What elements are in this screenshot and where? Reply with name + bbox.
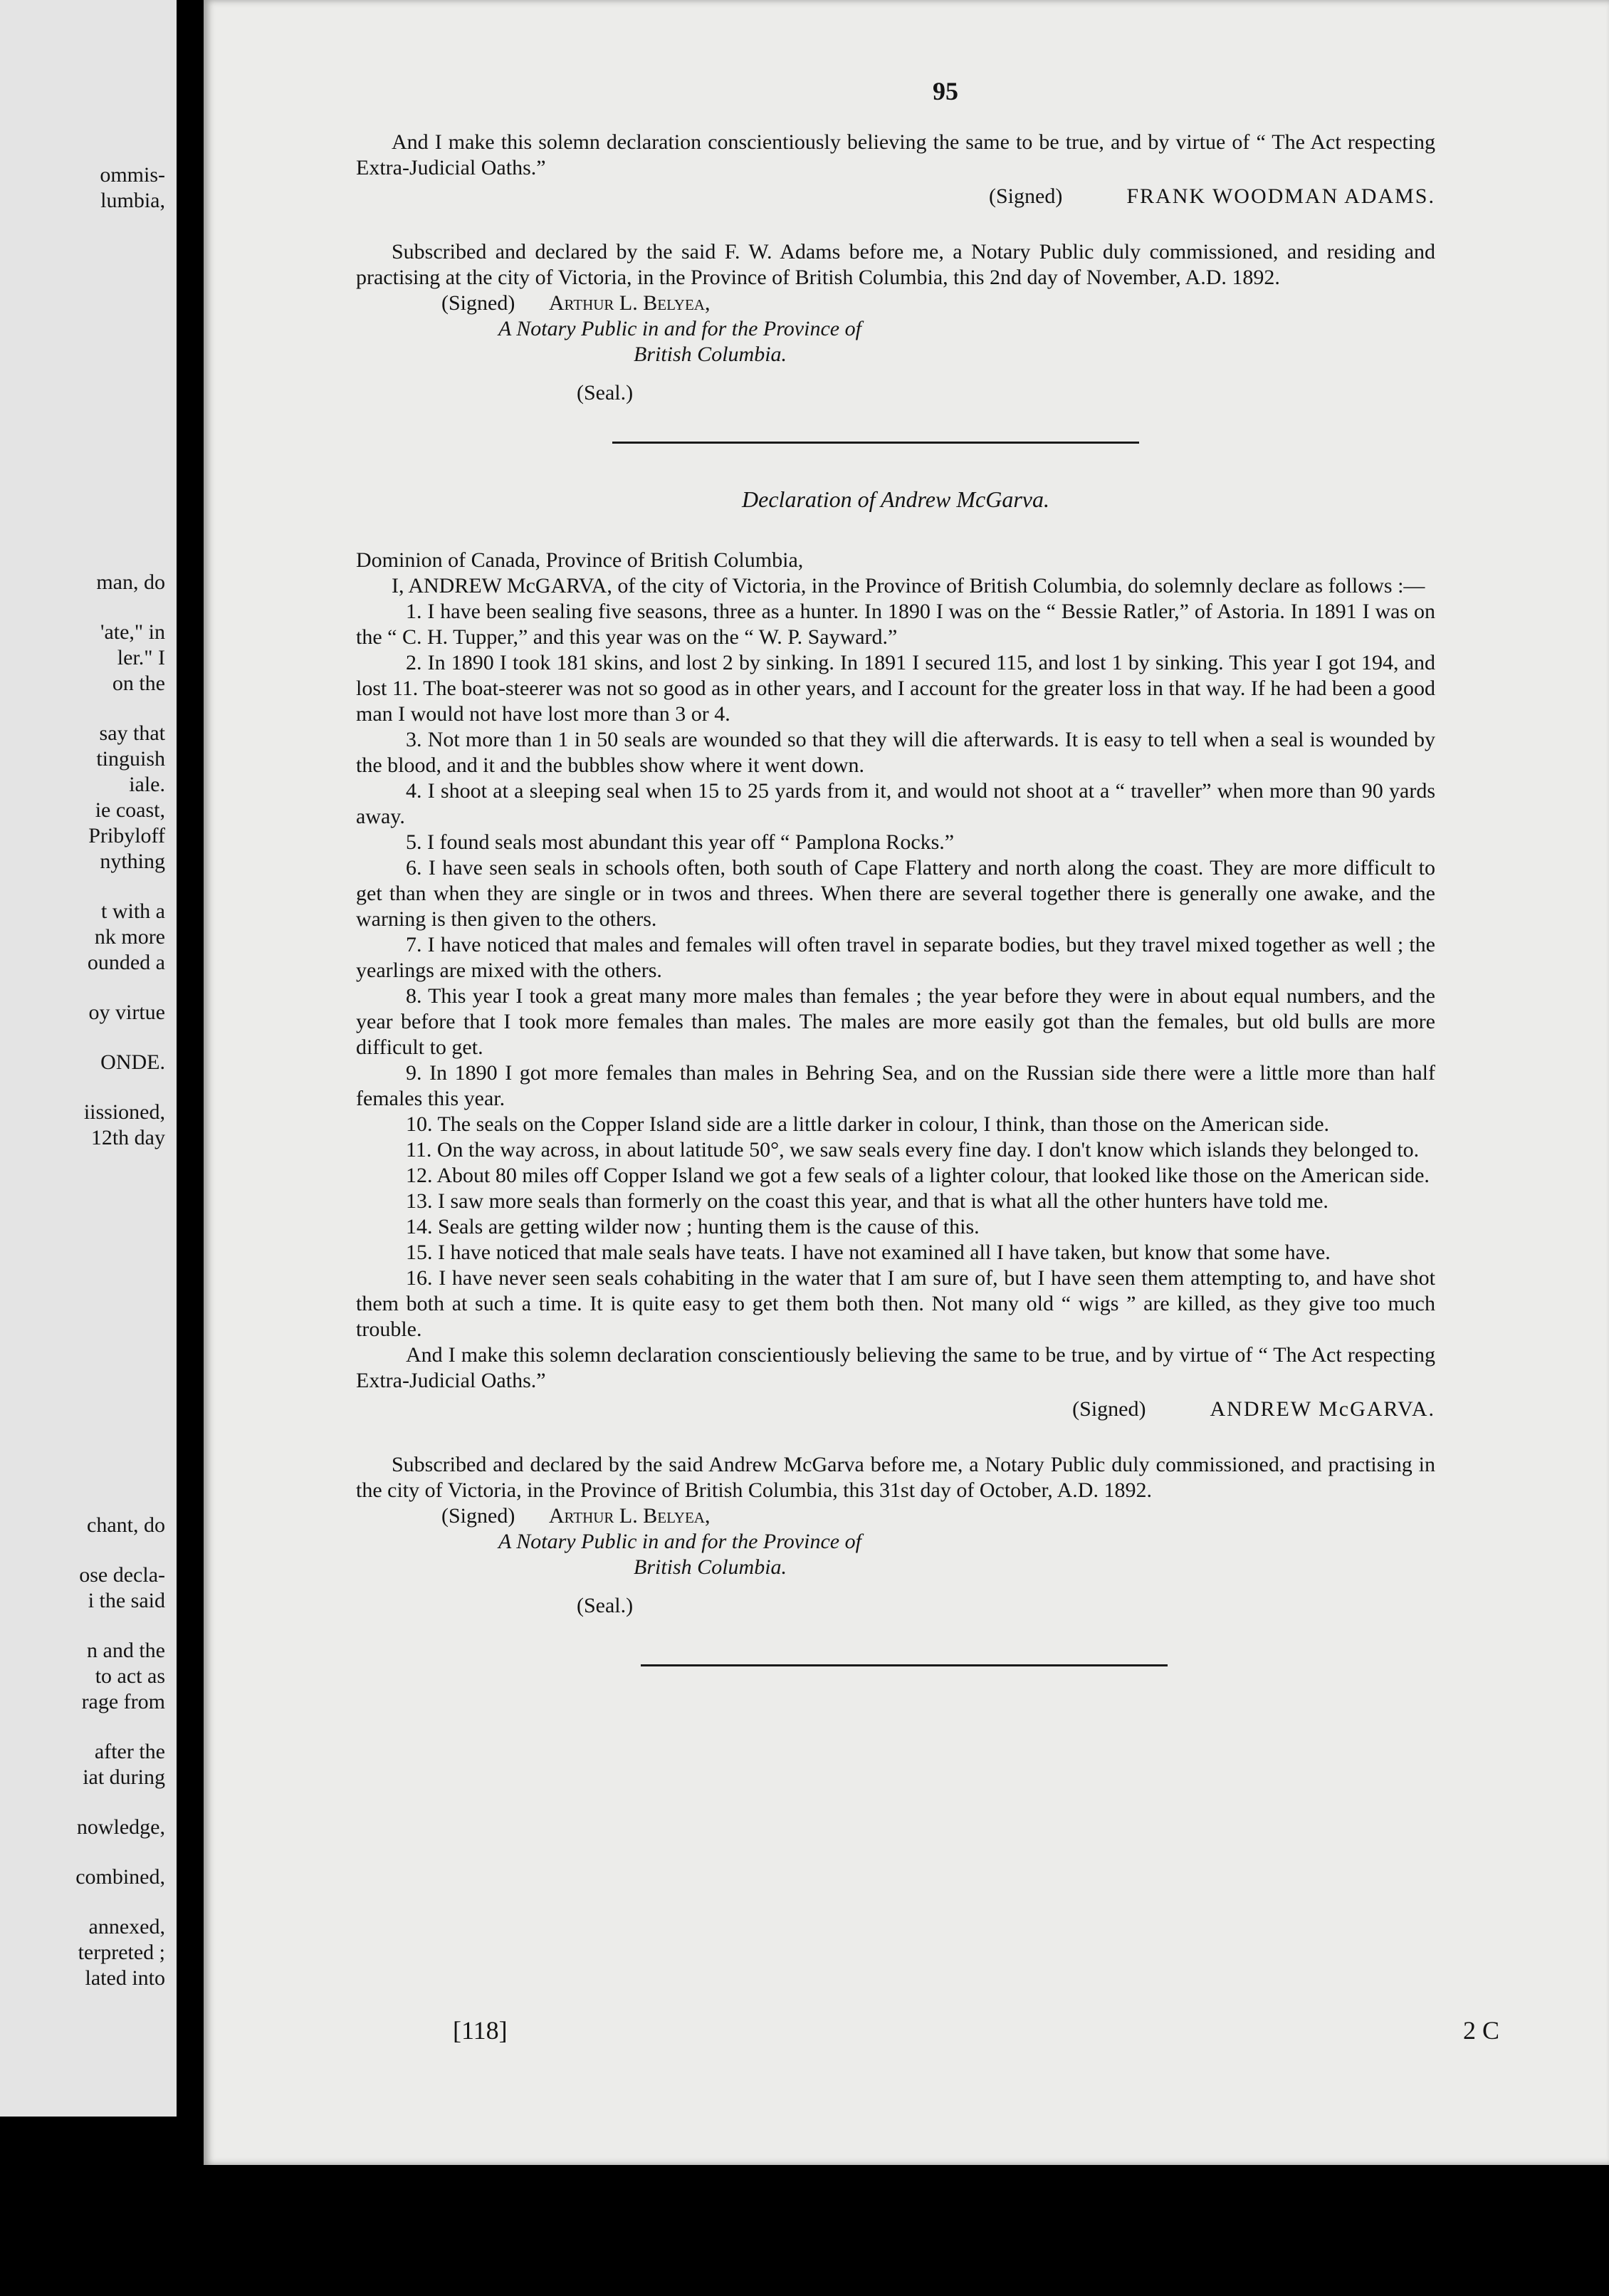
section-divider — [641, 1664, 1168, 1666]
facing-page-text: 'ate," in — [100, 620, 165, 644]
declaration-item: 11. On the way across, in about latitude 50°, we saw seals every fine day. I don't know which islands they belonged to. — [406, 1138, 1420, 1162]
declaration-item: 8. This year I took a great many more males than females ; the year before they were in about equal numbers, and the year before that I took more females than males. The males are more easily got than the females, but old bulls are more difficult to get. — [356, 984, 1435, 1059]
facing-page-text: iat during — [83, 1765, 165, 1789]
facing-page-text: oy virtue — [88, 1001, 165, 1024]
declaration-item: 7. I have noticed that males and females will often travel in separate bodies, but they travel mixed together as well ; the yearlings are mixed with the others. — [356, 933, 1435, 982]
facing-page-text: nk more — [94, 925, 165, 949]
facing-page-text: ounded a — [87, 951, 165, 974]
notary-signed-label: (Signed) — [441, 291, 515, 315]
facing-page-text: nything — [100, 850, 165, 873]
notary-name: Arthur L. Belyea, — [548, 1504, 711, 1528]
page-footer — [453, 2015, 1499, 2045]
declaration-item: 10. The seals on the Copper Island side are a little darker in colour, I think, than those on the American side. — [406, 1112, 1330, 1136]
facing-page-text: lated into — [85, 1966, 165, 1990]
notary-signed-label: (Signed) — [441, 1504, 515, 1528]
facing-page-text: to act as — [95, 1664, 165, 1688]
declaration-item: 1. I have been sealing five seasons, three as a hunter. In 1890 I was on the “ Bessie Ratler,” of Astoria. In 1891 I was on the “ C. H. Tupper,” and this year was on the “ W. P. Sayward.” — [356, 600, 1435, 649]
document-page — [204, 0, 1609, 2165]
signer-name: ANDREW McGARVA. — [1210, 1397, 1435, 1421]
adams-closing: And I make this solemn declaration conscientiously believing the same to be true, and by virtue of “ The Act respecting Extra-Judicial Oaths.” — [356, 130, 1435, 179]
declaration-item: 5. I found seals most abundant this year off “ Pamplona Rocks.” — [406, 830, 955, 854]
facing-page-text: ONDE. — [100, 1050, 165, 1074]
footer-print-mark: [118] — [453, 2016, 508, 2045]
facing-page-text: rage from — [81, 1690, 165, 1713]
facing-page-text: ose decla- — [79, 1563, 165, 1587]
facing-page-text: i the said — [88, 1589, 165, 1612]
facing-page-text: ler." I — [117, 646, 165, 669]
notary-province: British Columbia. — [634, 343, 787, 366]
facing-page-text: say that — [99, 721, 165, 745]
declaration-items — [356, 599, 1435, 1342]
facing-page-text: ommis- — [100, 163, 165, 187]
jurisdiction: Dominion of Canada, Province of British Columbia, — [356, 548, 804, 572]
facing-page-text: iale. — [129, 773, 165, 796]
declaration-item: 2. In 1890 I took 181 skins, and lost 2 by sinking. In 1891 I secured 115, and lost 1 by sinking. This year I got 194, and lost 11. The boat-steerer was not so good as in other years, and I account for the greater loss in that way. If he had been a good man I would not have lost more than 3 or 4. — [356, 651, 1435, 726]
declaration-item: 15. I have noticed that male seals have teats. I have not examined all I have taken, but know that some have. — [406, 1241, 1331, 1264]
facing-page-text: ie coast, — [95, 798, 165, 822]
facing-page-text: lumbia, — [100, 189, 165, 212]
declaration-intro: I, ANDREW McGARVA, of the city of Victoria, in the Province of British Columbia, do solemnly declare as follows :— — [392, 574, 1425, 598]
facing-page-text: nowledge, — [76, 1815, 165, 1839]
facing-page-text: on the — [112, 672, 165, 695]
declaration-item: 6. I have seen seals in schools often, both south of Cape Flattery and north along the coast. They are more difficult to get than when they are single or in twos and threes. When there are several together there is generally one awake, and the warning is then given to the others. — [356, 856, 1435, 931]
facing-page-text: tinguish — [96, 747, 165, 771]
declaration-item: 12. About 80 miles off Copper Island we got a few seals of a lighter colour, that looked like those on the American side. — [406, 1164, 1430, 1187]
declaration-item: 3. Not more than 1 in 50 seals are wounded so that they will die afterwards. It is easy to tell when a seal is wounded by the blood, and it and the bubbles show where it went down. — [356, 728, 1435, 777]
signer-name: FRANK WOODMAN ADAMS. — [1126, 184, 1435, 208]
facing-page-text: Pribyloff — [88, 824, 165, 847]
adams-notary-block — [441, 291, 1435, 406]
notary-title: A Notary Public in and for the Province of — [498, 1530, 861, 1553]
declaration-item: 16. I have never seen seals cohabiting in the water that I am sure of, but I have seen them attempting to, and have shot them both at such a time. It is quite easy to get them both then. Not many old “ wigs ” are killed, as they give too much trouble. — [356, 1266, 1435, 1341]
facing-page-text: annexed, — [88, 1915, 165, 1938]
notary-name: Arthur L. Belyea, — [548, 291, 711, 315]
facing-page-text: man, do — [96, 570, 165, 594]
signed-label: (Signed) — [989, 184, 1063, 208]
facing-page-text: iissioned, — [83, 1100, 165, 1124]
mcgarva-closing: And I make this solemn declaration conscientiously believing the same to be true, and by virtue of “ The Act respecting Extra-Judicial Oaths.” — [356, 1343, 1435, 1392]
facing-page-text: n and the — [87, 1639, 165, 1662]
adams-signature-line — [356, 184, 1435, 209]
mcgarva-jurat: Subscribed and declared by the said Andrew McGarva before me, a Notary Public duly commissioned, and practising in the city of Victoria, in the Province of British Columbia, this 31st day of October, A.D. 1892. — [356, 1453, 1435, 1502]
mcgarva-signature-line — [356, 1397, 1435, 1422]
facing-page-text: chant, do — [87, 1513, 165, 1537]
declaration-item: 14. Seals are getting wilder now ; hunting them is the cause of this. — [406, 1215, 980, 1238]
notary-province: British Columbia. — [634, 1555, 787, 1579]
page-content — [356, 78, 1435, 1666]
footer-signature-mark: 2 C — [1462, 2016, 1499, 2045]
declaration-item: 4. I shoot at a sleeping seal when 15 to 25 yards from it, and would not shoot at a “ traveller” when more than 90 yards away. — [356, 779, 1435, 828]
facing-page-fragment — [0, 0, 177, 2117]
page-number: 95 — [933, 77, 958, 105]
facing-page-text: t with a — [101, 899, 165, 923]
notary-title: A Notary Public in and for the Province of — [498, 317, 861, 340]
seal-mark: (Seal.) — [577, 1594, 634, 1617]
facing-page-text: combined, — [75, 1865, 165, 1889]
declaration-title: Declaration of Andrew McGarva. — [742, 486, 1049, 512]
facing-page-text: 12th day — [90, 1126, 165, 1149]
declaration-item: 13. I saw more seals than formerly on the coast this year, and that is what all the other hunters have told me. — [406, 1189, 1328, 1213]
mcgarva-notary-block — [441, 1503, 1435, 1619]
declaration-item: 9. In 1890 I got more females than males in Behring Sea, and on the Russian side there were a little more than half females this year. — [356, 1061, 1435, 1110]
facing-page-text: terpreted ; — [78, 1941, 165, 1964]
adams-jurat: Subscribed and declared by the said F. W. Adams before me, a Notary Public duly commissioned, and residing and practising at the city of Victoria, in the Province of British Columbia, this 2nd day of November, A.D. 1892. — [356, 240, 1435, 289]
facing-page-text: after the — [94, 1740, 165, 1763]
signed-label: (Signed) — [1072, 1397, 1146, 1421]
section-divider — [612, 442, 1139, 444]
seal-mark: (Seal.) — [577, 381, 634, 405]
